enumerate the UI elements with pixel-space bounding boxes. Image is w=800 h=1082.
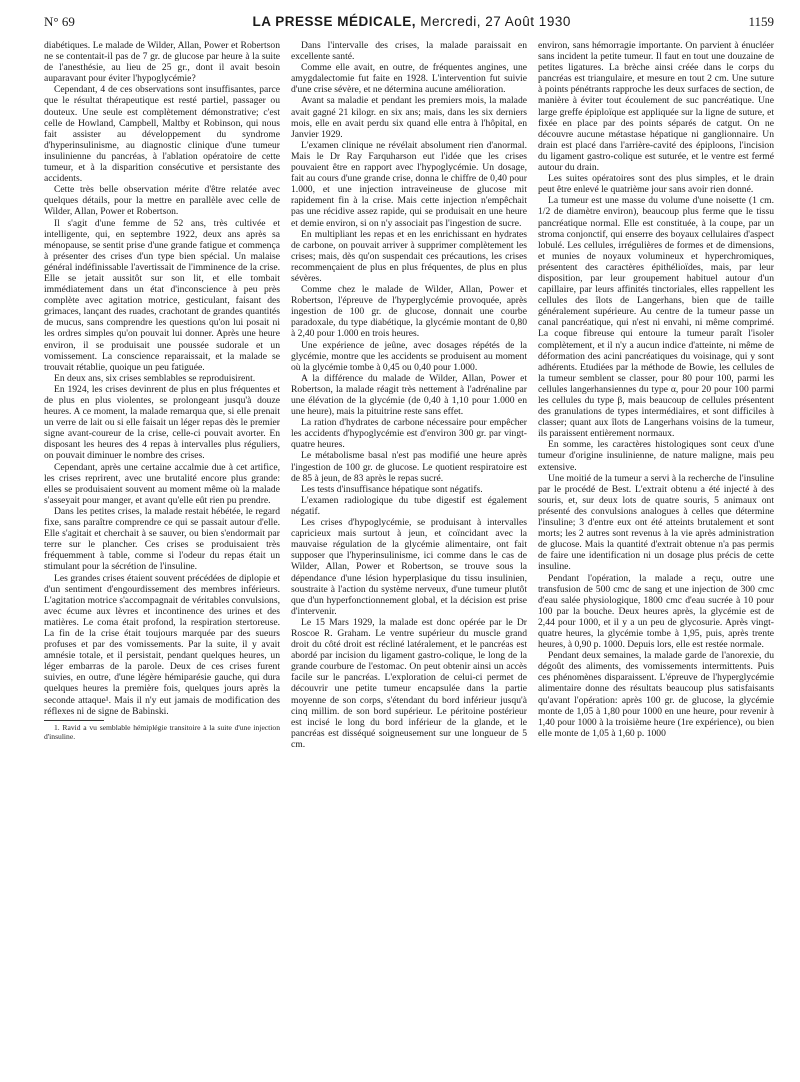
paragraph: En 1924, les crises devinrent de plus en plus fréquentes et de plus en plus violentes, se prolongeant jusqu'à douze heures. A ce moment, la malade remarqua que, si elle prenait un verre de lait ou si elle faisait un léger repas dès le premier signe avant-coureur de la crise, celle-ci pouvait avorter. En disposant les heures des 4 repas à intervalles plus réguliers, on pouvait diminuer le nombre des crises. <box>44 383 280 462</box>
text-column-3 <box>538 40 774 739</box>
paragraph: En somme, les caractères histologiques sont ceux d'une tumeur d'origine insulinienne, de nature maligne, mais peu extensive. <box>538 439 774 473</box>
paragraph: Cependant, après une certaine accalmie due à cet artifice, les crises reprirent, avec une brutalité encore plus grande: elles se produisaient souvent au moment même où la malade s'asseyait pour manger, et avant qu'elle eût rien pu prendre. <box>44 461 280 506</box>
paragraph: Les suites opératoires sont des plus simples, et le drain peut être enlevé le quatrième jour sans avoir rien donné. <box>538 173 774 196</box>
paragraph: environ, sans hémorragie importante. On parvient à énucléer sans incident la petite tumeur. Il faut en tout une douzaine de petites ligatures. La brèche ainsi créée dans le corps du pancréas est triangulaire, et mesure en tout 2 cm. Une suture à points pénétrants rapproche les deux surfaces de section, de manière à éviter tout écoulement de suc pancréatique. Une large greffe épiploïque est appliquée sur la ligne de suture, et fixée en place par des points séparés de catgut. On ne découvre aucune métastase hépatique ni ganglionnaire. Un drain est placé dans l'arrière-cavité des épiploons, l'incision du ligament gastro-colique est suturée, et le ventre est fermé autour du drain. <box>538 40 774 174</box>
paragraph: Il s'agit d'une femme de 52 ans, très cultivée et intelligente, qui, en septembre 1922, deux ans après sa ménopause, se sentit prise d'une grande fatigue et commença à présenter des crises d'un type bien spécial. Un malaise général indéfinissable l'avertissait de l'imminence de la crise. Elle se jetait aussitôt sur son lit, et elle tombait immédiatement dans un état d'inconscience à peu près complète avec agitation motrice, gesticulant, faisant des grimaces, lançant des ruades, crachotant de grandes quantités de mucus, sans comprendre les questions qu'on lui posait ni les ordres simples qu'on pouvait lui donner. Après une heure environ, il se produisait une poussée sudorale et un vomissement. La conscience reparaissait, et la malade se trouvait rétablie, quoique un peu fatiguée. <box>44 217 280 373</box>
paragraph: Avant sa maladie et pendant les premiers mois, la malade avait gagné 21 kilogr. en six ans; mais, dans les six derniers mois, elle en avait perdu six quand elle entra à l'hôpital, en Janvier 1929. <box>291 95 527 140</box>
paragraph: Cependant, 4 de ces observations sont insuffisantes, parce que le résultat thérapeutique est resté partiel, passager ou douteux. Une seule est complètement démonstrative; c'est celle de Howland, Campbell, Maltby et Robinson, qui nous fait assister au développement du syndrome d'hyperinsulinisme, au diagnostic clinique d'une tumeur insulinienne du pancréas, à l'ablation opératoire de cette tumeur, et à la disparition consécutive et persistante des accidents. <box>44 84 280 185</box>
issue-date: Mercredi, 27 Août 1930 <box>420 14 571 29</box>
running-title <box>252 14 570 29</box>
paragraph: Les grandes crises étaient souvent précédées de diplopie et d'un sentiment d'engourdissement des membres inférieurs. L'agitation motrice s'accompagnait de véritables convulsions, avec écume aux lèvres et incontinence des urines et des matières. Le coma était profond, la respiration stertoreuse. La fin de la crise était toujours marquée par des sueurs profuses et par des vomissements. Par la suite, il y avait amnésie totale, et il persistait, pendant quelques heures, un léger embarras de la parole. Deux de ces crises furent suivies, en outre, d'une légère hémiparésie gauche, qui dura quelques heures la première fois, quelques jours après la seconde attaque¹. Mais il n'y eut jamais de modification des réflexes ni de signe de Babinski. <box>44 572 280 717</box>
paragraph: Pendant l'opération, la malade a reçu, outre une transfusion de 500 cmc de sang et une injection de 300 cmc d'eau salée physiologique, 1800 cmc d'eau sucrée à 10 pour 100 par la bouche. Deux heures après, la glycémie est de 2,44 pour 1000, et il y a un peu de glycosurie. Après vingt-quatre heures, la glycémie tombe à 1,95, puis, après trente heures, à 0,90 p. 1000. Depuis lors, elle est restée normale. <box>538 572 774 651</box>
paragraph: La ration d'hydrates de carbone nécessaire pour empêcher les accidents d'hypoglycémie est d'environ 300 gr. par vingt-quatre heures. <box>291 417 527 451</box>
footnote: 1. Ravid a vu semblable hémiplégie transitoire à la suite d'une injection d'insuline. <box>44 722 280 741</box>
paragraph: Pendant deux semaines, la malade garde de l'anorexie, du dégoût des aliments, des vomissements intermittents. Puis ces phénomènes disparaissent. L'épreuve de l'hyperglycémie alimentaire donne des résultats beaucoup plus satisfaisants qu'avant l'opération: après 100 gr. de glucose, la glycémie monte de 1,05 à 1,80 pour 1000 en une heure, pour revenir à 1,40 pour 1000 à la troisième heure (1re expérience), ou bien elle monte de 1,05 à 1,60 p. 1000 <box>538 650 774 739</box>
paragraph: Une moitié de la tumeur a servi à la recherche de l'insuline par le procédé de Best. L'extrait obtenu a été injecté à des souris, et, sur deux lots de quatre souris, 5 animaux ont présenté des convulsions analogues à celles que détermine l'insuline; 3 d'entre eux ont été atteints brutalement et sont morts; les 2 autres sont revenus à la vie après administration de glucose. Mais la quantité d'extrait obtenue n'a pas permis de faire une identification ni un dosage plus précis de cette insuline. <box>538 472 774 573</box>
paragraph: La tumeur est une masse du volume d'une noisette (1 cm. 1/2 de diamètre environ), beaucoup plus ferme que le tissu pancréatique normal. Elle est constituée, à la coupe, par un stroma conjonctif, qui enserre des boyaux cellulaires d'aspect lobulé. Les cellules, irrégulières de formes et de dimensions, et munies de noyaux volumineux et hyperchromiques, présentent des caractères épithélioïdes, mais, par leur disposition, par leur groupement habituel autour d'un capillaire, par leurs affinités tinctoriales, elles rappellent les cellules des îlots de Langerhans, bien que de taille généralement supérieure. Au centre de la tumeur passe un canal pancréatique, qui n'est ni envahi, ni même comprimé. La coque fibreuse qui entoure la tumeur paraît l'isoler complètement, et il n'y a aucun indice d'atteinte, ni même de déformation des acini pancréatiques du voisinage, qui y sont adhérents. Etudiées par la méthode de Bowie, les cellules de la tumeur semblent se classer, pour 80 pour 100, parmi les cellules langerhansiennes du type α, pour 20 pour 100 parmi les cellules du type β, mais beaucoup de cellules présentent des granulations de types intermédiaires, et sont difficiles à classer; quant aux îlots de Langerhans voisins de la tumeur, ils paraissent entièrement normaux. <box>538 195 774 440</box>
paragraph: Comme chez le malade de Wilder, Allan, Power et Robertson, l'épreuve de l'hyperglycémie provoquée, après ingestion de 100 gr. de glucose, donnait une courbe paradoxale, du type diabétique, la glycémie montant de 0,80 à 2,40 pour 1.000 en trois heures. <box>291 284 527 340</box>
paragraph: En deux ans, six crises semblables se reproduisirent. <box>54 372 256 384</box>
issue-number: N° 69 <box>44 14 75 29</box>
paragraph: Le métabolisme basal n'est pas modifié une heure après l'ingestion de 100 gr. de glucose. Le quotient respiratoire est de 85 à jeun, de 83 après le repas sucré. <box>291 450 527 484</box>
paragraph: diabétiques. Le malade de Wilder, Allan, Power et Robertson ne se contentait-il pas de 7 gr. de glucose par heure à la suite de l'anesthésie, au lieu de 25 gr., dont il avait besoin auparavant pour éviter l'hypoglycémie? <box>44 40 280 85</box>
paragraph: Les crises d'hypoglycémie, se produisant à intervalles capricieux mais surtout à jeun, et coïncidant avec la mauvaise régulation de la glycémie alimentaire, ont fait supposer que l'hyperinsulinisme, ici comme dans le cas de Wilder, Allan, Power et Robertson, se trouve sous la dépendance d'une lésion hyperplasique du tissu insulinien, soustraite à l'action du système nerveux, d'une tumeur plutôt que d'un hyperfonctionnement global, et la décision est prise d'intervenir. <box>291 517 527 617</box>
paragraph: Les tests d'insuffisance hépatique sont négatifs. <box>301 483 483 495</box>
page-header <box>44 14 774 36</box>
footnote-divider <box>44 720 104 721</box>
paragraph: En multipliant les repas et en les enrichissant en hydrates de carbone, on pouvait arriver à supprimer complètement les crises; mais, dès qu'on suspendait ces précautions, les crises recommençaient de plus en plus fréquentes, de plus en plus sévères. <box>291 228 527 284</box>
paragraph: Dans l'intervalle des crises, la malade paraissait en excellente santé. <box>291 40 527 63</box>
paragraph: Dans les petites crises, la malade restait hébétée, le regard fixe, sans paraître comprendre ce qui se passait autour d'elle. Elle s'agitait et cherchait à se sauver, ou bien s'endormait par terre sur le plancher. Ces crises se produisaient très fréquemment à table, comme si l'odeur du repas était un stimulant pour la sécrétion de l'insuline. <box>44 505 280 573</box>
text-column-2 <box>291 40 527 750</box>
text-column-1 <box>44 40 280 741</box>
paragraph: A la différence du malade de Wilder, Allan, Power et Robertson, la malade réagit très nettement à l'adrénaline par une élévation de la glycémie (de 0,40 à 1,10 pour 1.000 en une heure), mais la pituitrine reste sans effet. <box>291 372 527 418</box>
paragraph: Le 15 Mars 1929, la malade est donc opérée par le Dr Roscoe R. Graham. Le ventre supérieur du muscle grand droit du côté droit est récliné latéralement, et le pancréas est abordé par incision du ligament gastro-colique, le long de la grande courbure de l'estomac. On peut obtenir ainsi un accès facile sur le pancréas. L'exploration de celui-ci permet de découvrir une petite tumeur encapsulée dans la partie moyenne de son corps, s'étendant du bord inférieur jusqu'à cinq millim. de son bord supérieur. Le péritoine postérieur est incisé le long du bord inférieur de la glande, et le pancréas est disséqué soigneusement sur une longueur de 5 cm. <box>291 616 527 750</box>
paragraph: L'examen clinique ne révélait absolument rien d'anormal. Mais le Dr Ray Farquharson eut l'idée que les crises pouvaient être en rapport avec l'hypoglycémie. Un dosage, fait au cours d'une grande crise, donna le chiffre de 0,40 pour 1.000, et une injection intraveineuse de glucose mit rapidement fin à la crise. Mais cette injection n'empêchait pas une récidive assez rapide, qui se produisait en une heure et demie environ, si on n'y associait pas l'ingestion de sucre. <box>291 139 527 229</box>
page-number: 1159 <box>748 14 774 29</box>
paragraph: Comme elle avait, en outre, de fréquentes angines, une amygdalectomie fut faite en 1928. L'intervention fut suivie d'une crise sévère, et ne détermina aucune amélioration. <box>291 62 527 96</box>
paragraph: Cette très belle observation mérite d'être relatée avec quelques détails, pour la mettre en parallèle avec celle de Wilder, Allan, Power et Robertson. <box>44 184 280 218</box>
paragraph: Une expérience de jeûne, avec dosages répétés de la glycémie, montre que les accidents se produisent au moment où la glycémie tombe à 0,45 ou 0,40 pour 1.000. <box>291 339 527 373</box>
journal-name: LA PRESSE MÉDICALE, <box>252 14 416 29</box>
paragraph: L'examen radiologique du tube digestif est également négatif. <box>291 494 527 517</box>
